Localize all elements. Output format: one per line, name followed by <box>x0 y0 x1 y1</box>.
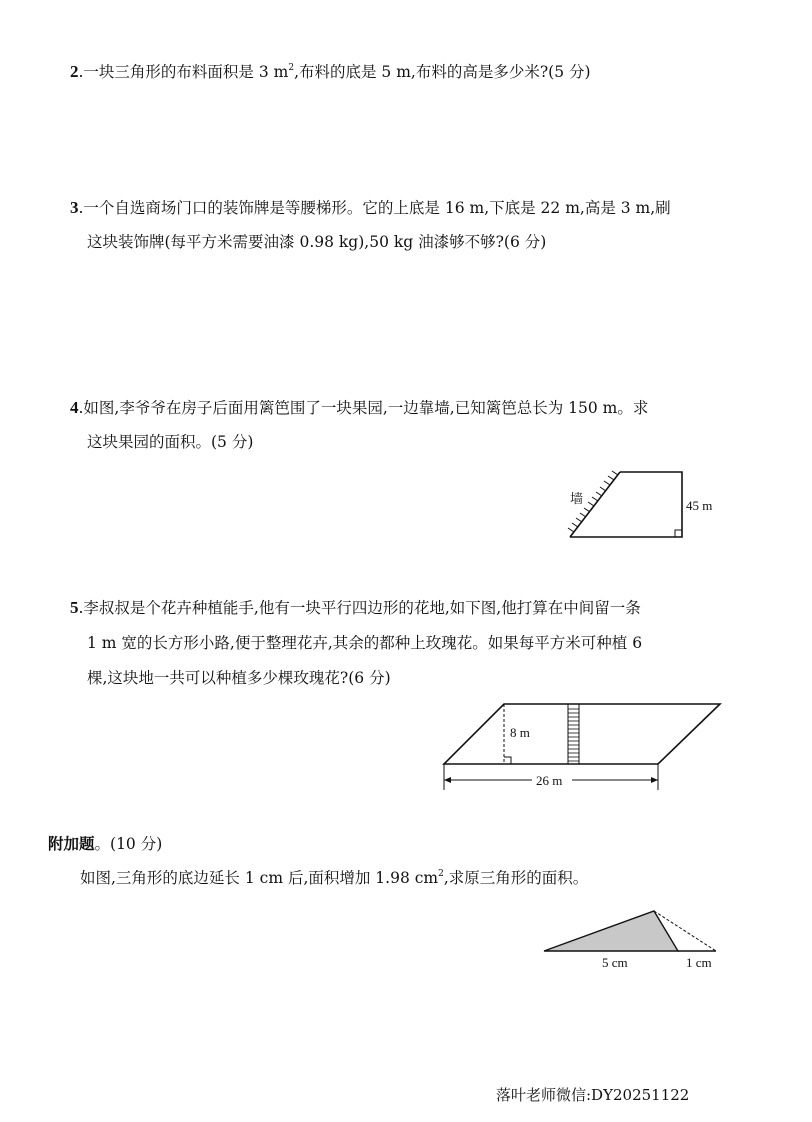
parallelogram-figure <box>440 700 730 795</box>
question-number: 2 <box>70 62 79 81</box>
bonus-heading <box>48 834 162 854</box>
base-label: 5 cm <box>602 955 628 970</box>
superscript: 2 <box>288 63 295 73</box>
question-5-line-2: 1 m 宽的长方形小路,便于整理花卉,其余的都种上玫瑰花。如果每平方米可种植 6 <box>87 634 643 652</box>
orchard-figure <box>560 465 730 545</box>
right-angle-marker <box>675 530 682 537</box>
question-text: 如图,三角形的底边延长 1 cm 后,面积增加 1.98 cm <box>80 869 439 887</box>
question-text: .一块三角形的布料面积是 3 m <box>78 63 289 81</box>
height-label: 8 m <box>510 725 530 740</box>
question-text: .李叔叔是个花卉种植能手,他有一块平行四边形的花地,如下图,他打算在中间留一条 <box>78 599 641 617</box>
arrow-right <box>651 777 658 783</box>
superscript: 2 <box>438 869 444 879</box>
question-number: 5 <box>70 598 79 617</box>
footer-watermark: 落叶老师微信:DY20251122 <box>496 1086 690 1104</box>
path-strip-lines <box>568 709 579 761</box>
question-text: .一个自选商场门口的装饰牌是等腰梯形。它的上底是 16 m,下底是 22 m,高是 3 m,刷 <box>78 199 671 217</box>
question-number: 4 <box>70 398 79 417</box>
question-4 <box>70 398 648 418</box>
wall-label: 墙 <box>570 491 584 506</box>
question-5 <box>70 598 641 618</box>
arrow-left <box>444 777 451 783</box>
base-label: 26 m <box>536 773 563 788</box>
question-3 <box>70 198 671 218</box>
question-number: 3 <box>70 198 79 217</box>
question-4-line-2: 这块果园的面积。(5 分) <box>87 433 254 451</box>
height-label: 45 m <box>686 498 713 513</box>
question-text: .如图,李爷爷在房子后面用篱笆围了一块果园,一边靠墙,已知篱笆总长为 150 m。求 <box>78 399 649 417</box>
parallelogram <box>444 704 720 764</box>
question-text: ,求原三角形的面积。 <box>443 869 589 887</box>
fence <box>570 472 682 537</box>
question-2 <box>70 62 591 82</box>
triangle-figure <box>540 905 730 975</box>
bonus-points: 。(10 分) <box>94 835 163 853</box>
extension-label: 1 cm <box>686 955 712 970</box>
question-5-line-3: 棵,这块地一共可以种植多少棵玫瑰花?(6 分) <box>87 669 391 687</box>
question-3-line-2: 这块装饰牌(每平方米需要油漆 0.98 kg),50 kg 油漆够不够?(6 分) <box>87 233 547 251</box>
original-triangle <box>544 911 678 951</box>
bonus-question <box>80 868 588 888</box>
question-text: ,布料的底是 5 m,布料的高是多少米?(5 分) <box>294 63 591 81</box>
right-angle-marker <box>504 757 511 764</box>
bonus-title: 附加题 <box>48 834 95 853</box>
